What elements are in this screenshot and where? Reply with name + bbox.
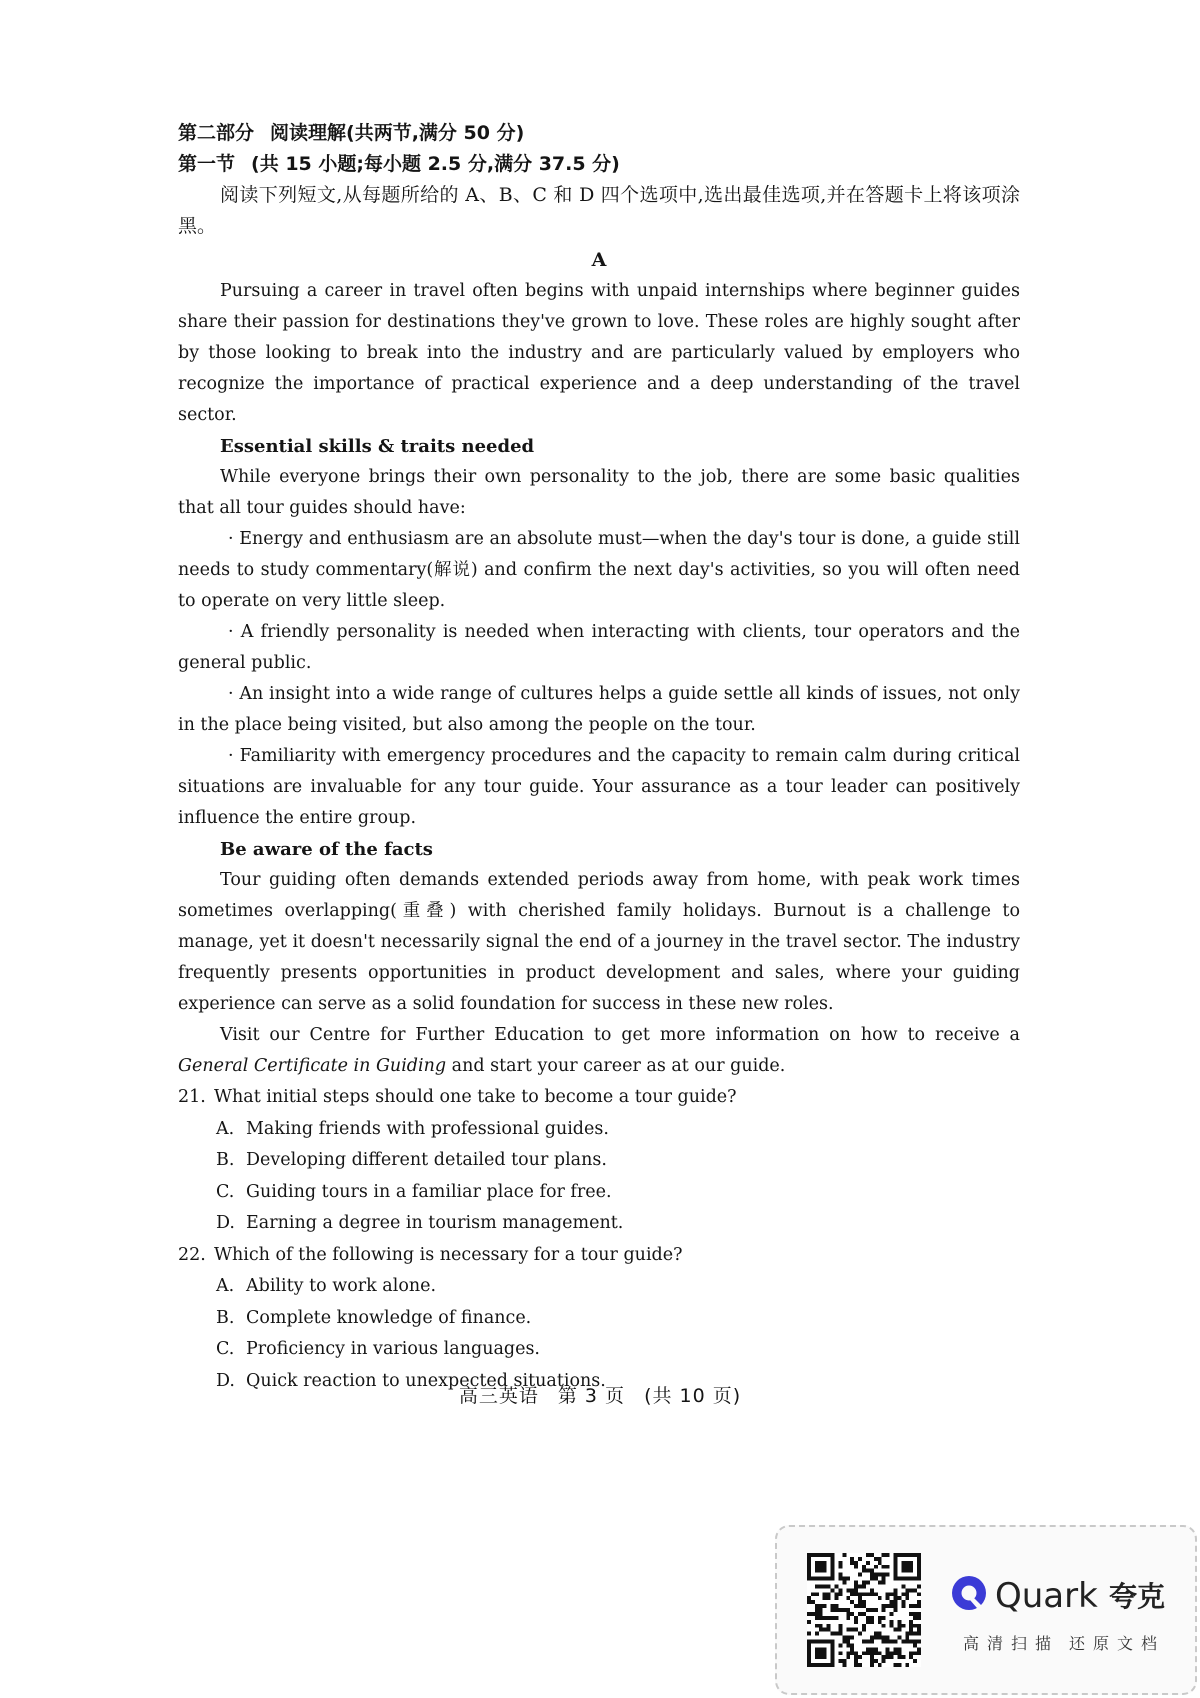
part-heading [178,118,1020,149]
exam-content [178,118,1020,1397]
question-stem [178,1240,1020,1272]
section-heading [178,149,1020,180]
option-a [216,1114,1020,1146]
subhead-skills: Essential skills & traits needed [220,436,535,457]
visit-text: Visit our Centre for Further Education to get more information on how to receive a [220,1025,1020,1045]
certificate-name: General Certificate in Guiding [178,1056,447,1076]
option-text: Earning a degree in tourism management. [246,1213,624,1233]
option-a [216,1271,1020,1303]
option-letter: C. [216,1181,235,1202]
option-letter: D. [216,1213,235,1233]
option-letter: D. [216,1370,235,1391]
question-text: What initial steps should one take to become a tour guide? [214,1087,737,1107]
skill-bullet: · An insight into a wide range of cultures helps a guide settle all kinds of issues, not only in the place being visited, but also among the people on the tour. [178,684,1020,735]
question-number: 22. [178,1244,206,1265]
visit-text-end: and start your career as at our guide. [446,1056,786,1076]
option-b [216,1303,1020,1335]
quark-logo [949,1569,1189,1619]
tagline-left: 高清扫描 [963,1634,1060,1653]
skill-bullet: · Energy and enthusiasm are an absolute must—when the day's tour is done, a guide still needs to study commentary(解说) and confirm the next day's activities, so you will often need to operate on very little sleep. [178,529,1020,611]
question-21 [178,1082,1020,1240]
option-d [216,1208,1020,1240]
passage-intro: Pursuing a career in travel often begins with unpaid internships where beginner guides share their passion for destinations they've grown to love. These roles are highly sought after by those looking to break into the industry and are particularly valued by employers who recognize the importance of practical experience and a deep understanding of the travel sector. [178,281,1020,425]
option-text: Ability to work alone. [246,1276,437,1296]
option-text: Guiding tours in a familiar place for free. [246,1181,612,1202]
footer-page: 第 3 页 [557,1385,626,1407]
question-text: Which of the following is necessary for a tour guide? [214,1244,683,1265]
instructions: 阅读下列短文,从每题所给的 A、B、C 和 D 四个选项中,选出最佳选项,并在答题卡上将该项涂黑。 [178,184,1020,237]
option-letter: C. [216,1339,235,1359]
section-title: 第一节 [178,153,236,175]
option-text: Making friends with professional guides. [246,1118,609,1139]
option-text: Quick reaction to unexpected situations. [246,1370,606,1391]
skill-bullet: · Familiarity with emergency procedures and the capacity to remain calm during critical situations are invaluable for any tour guide. Your assurance as a tour leader can positively influence the entire group. [178,746,1020,828]
option-b [216,1145,1020,1177]
option-text: Proficiency in various languages. [246,1339,540,1359]
footer-total: (共 10 页) [644,1385,742,1407]
footer-subject: 高三英语 [458,1385,539,1407]
option-c [216,1334,1020,1366]
quark-watermark [775,1525,1197,1695]
tagline-right: 还原文档 [1069,1634,1166,1653]
subhead-facts: Be aware of the facts [220,839,433,860]
section-desc: (共 15 小题;每小题 2.5 分,满分 37.5 分) [251,153,620,175]
page-footer [0,1381,1200,1408]
option-text: Complete knowledge of finance. [246,1307,532,1328]
visit-paragraph [178,1020,1020,1082]
brand-name: Quark [995,1576,1098,1616]
option-letter: A. [216,1276,235,1296]
option-letter: B. [216,1150,235,1170]
skill-bullet: · A friendly personality is needed when interacting with clients, tour operators and the general public. [178,622,1020,673]
question-stem [178,1082,1020,1114]
option-letter: B. [216,1307,235,1328]
option-c [216,1177,1020,1209]
qr-code-icon [807,1553,921,1667]
brand-name-cn: 夸克 [1109,1580,1166,1613]
option-text: Developing different detailed tour plans. [246,1150,607,1170]
question-number: 21. [178,1087,206,1107]
skills-intro: While everyone brings their own personality to the job, there are some basic qualities that all tour guides should have: [178,467,1020,518]
option-letter: A. [216,1118,235,1139]
part-desc: 阅读理解(共两节,满分 50 分) [270,122,525,144]
passage-label: A [591,249,607,271]
question-22 [178,1240,1020,1398]
part-title: 第二部分 [178,122,255,144]
facts-paragraph: Tour guiding often demands extended periods away from home, with peak work times sometimes overlapping(重叠) with cherished family holidays. Burnout is a challenge to manage, yet it doesn't necessarily signal the end of a journey in the travel sector. The industry frequently presents opportunities in product development and sales, where your guiding experience can serve as a solid foundation for success in these new roles. [178,870,1020,1014]
watermark-tagline [963,1631,1165,1654]
